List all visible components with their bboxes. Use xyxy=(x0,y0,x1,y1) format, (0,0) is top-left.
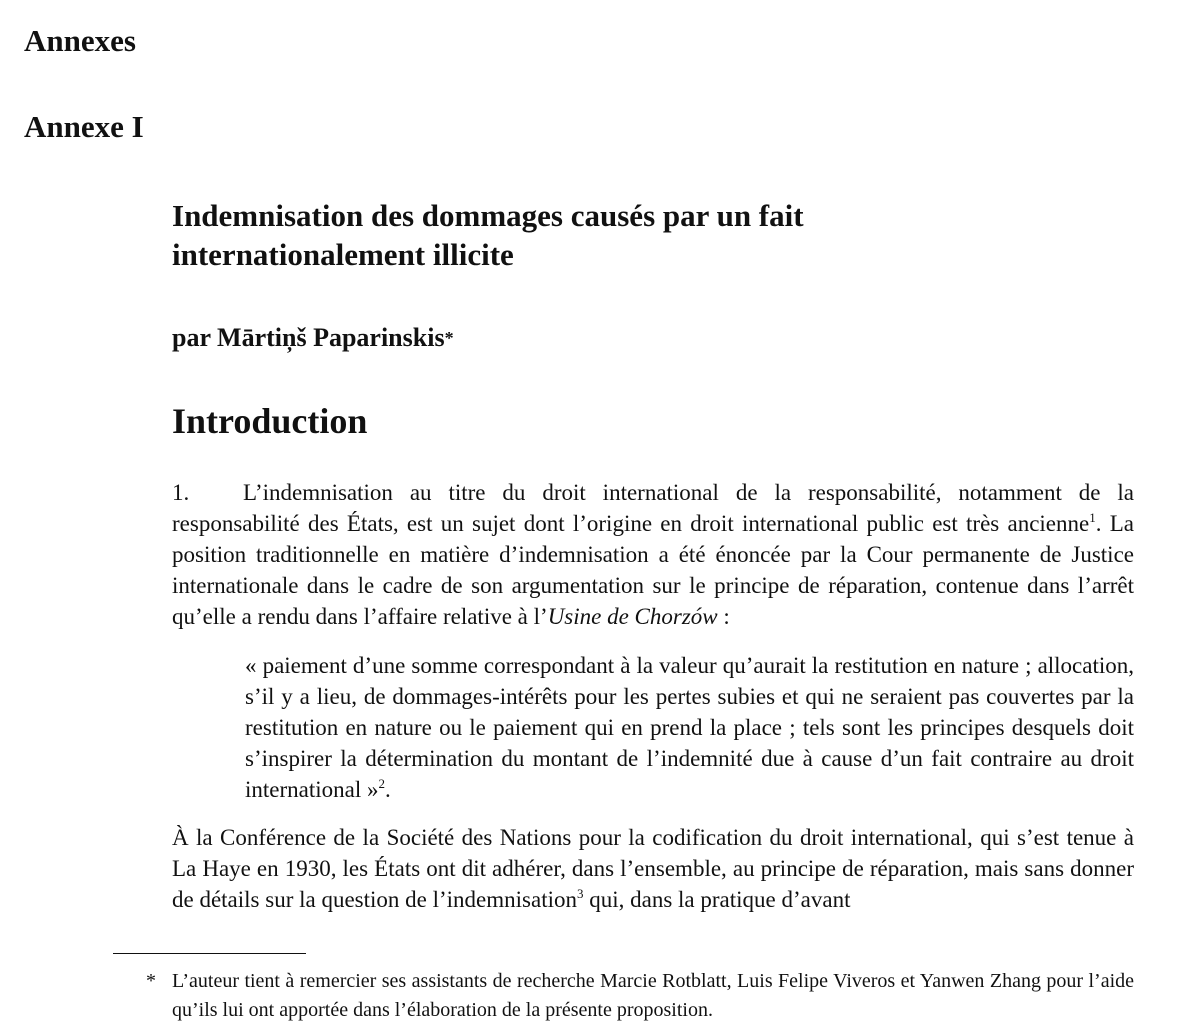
paragraph-number: 1. xyxy=(172,480,190,505)
author-name: par Mārtiņš Paparinskis xyxy=(172,323,445,352)
footnote-ref-1[interactable]: 1 xyxy=(1089,510,1096,525)
section-heading-introduction: Introduction xyxy=(172,401,368,441)
paragraph-1-text-a: L’indemnisation au titre du droit international de la responsabilité, notamment de la responsabilité des États, est un sujet dont l’origine en droit international public est très ancienne xyxy=(172,480,1134,536)
paragraph-1-text-c: : xyxy=(717,604,730,629)
footnote-ref-2[interactable]: 2 xyxy=(378,776,385,791)
annexe-i-heading: Annexe I xyxy=(24,109,144,144)
author-footnote-marker[interactable]: * xyxy=(444,328,454,348)
case-name: Usine de Chorzów xyxy=(547,604,718,629)
quote-end: . xyxy=(385,777,391,802)
footnote xyxy=(146,967,1134,1025)
paragraph-1 xyxy=(172,477,1134,632)
annexes-heading: Annexes xyxy=(24,23,136,58)
footnote-separator xyxy=(113,953,306,954)
paragraph-2 xyxy=(172,822,1134,915)
footnote-ref-3[interactable]: 3 xyxy=(576,886,584,901)
document-title: Indemnisation des dommages causés par un fait internationalement illicite xyxy=(172,198,804,272)
paragraph-1-text-b: . La position traditionnelle en matière d’indemnisation a été énoncée par la Cour permanente de Justice internationale dans le cadre de son argumentation sur le principe de réparation, contenue dans l’arrêt qu’elle a rendu dans l’affaire relative à l’ xyxy=(172,511,1135,629)
footnote-marker: * xyxy=(146,970,156,992)
paragraph-2-text-a: À la Conférence de la Société des Nations pour la codification du droit international, qui s’est tenue à La Haye en 1930, les États ont dit adhérer, dans l’ensemble, au principe de réparation, mais sans donner de détails sur la question de l’indemnisation xyxy=(172,825,1134,912)
author-line xyxy=(172,322,454,353)
footnote-text: L’auteur tient à remercier ses assistants de recherche Marcie Rotblatt, Luis Felipe Viveros et Yanwen Zhang pour l’aide qu’ils lui ont apportée dans l’élaboration de la présente proposition. xyxy=(172,970,1134,1021)
quote-text: « paiement d’une somme correspondant à la valeur qu’aurait la restitution en nature ; allocation, s’il y a lieu, de dommages-intérêts pour les pertes subies et qui ne seraient pas couvertes par la restitution en nature ou le paiement qui en prend la place ; tels sont les principes desquels doit s’inspirer la détermination du montant de l’indemnité due à cause d’un fait contraire au droit international » xyxy=(245,653,1134,802)
block-quote xyxy=(245,650,1134,805)
paragraph-2-text-b: qui, dans la pratique d’avant xyxy=(583,887,851,912)
